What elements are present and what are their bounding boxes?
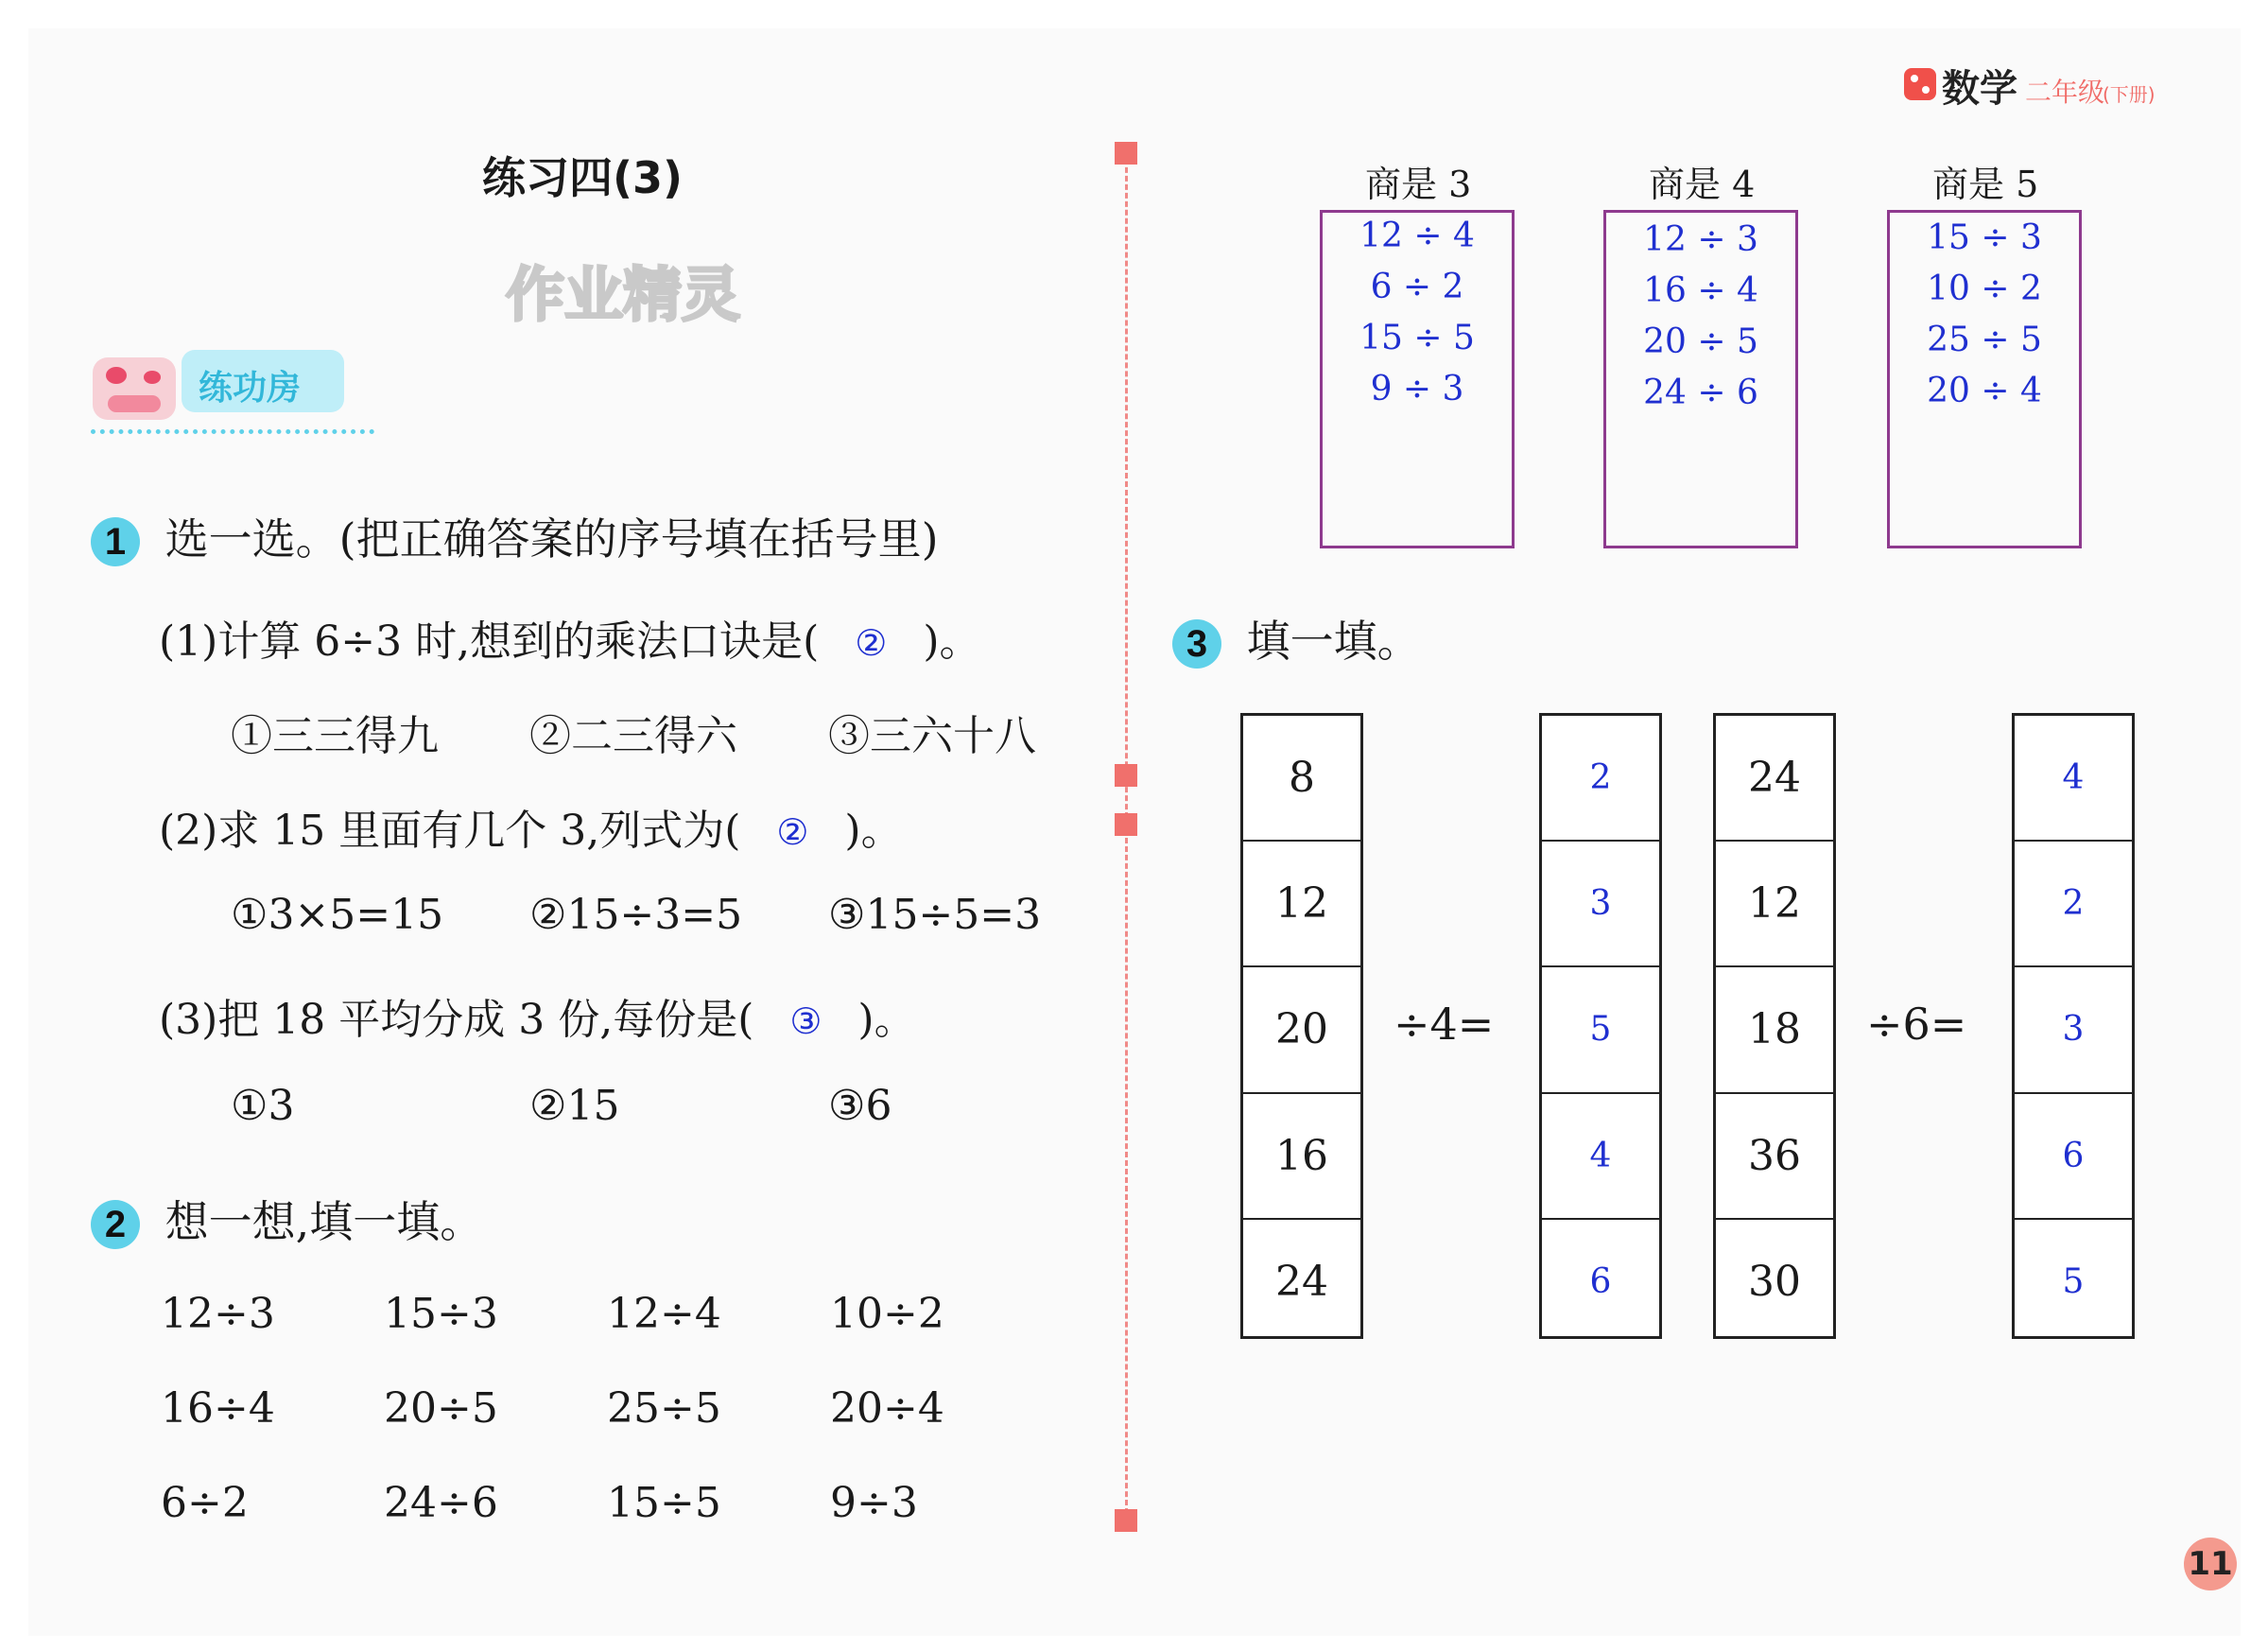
answer-cell[interactable]: 6 [1589,1261,1612,1301]
q1-option: ②15÷3=5 [529,891,743,939]
dividend-cell: 12 [1243,842,1360,967]
quotient-box-item: 15 ÷ 5 [1359,319,1475,357]
q2-heading [91,1188,483,1250]
q2-expression: 15÷3 [384,1290,498,1338]
watermark: 作业精灵 [506,260,741,329]
dividend-column-left [1240,713,1363,1339]
quotient-box-item: 25 ÷ 5 [1927,321,2042,359]
q2-expression: 12÷3 [161,1290,275,1338]
q2-expression: 9÷3 [830,1479,918,1527]
divider-marker [1115,142,1137,165]
group-label: 商是 3 [1365,164,1472,205]
page-title: 练习四(3) [482,152,684,203]
quotient-box-item: 6 ÷ 2 [1370,268,1464,306]
dividend-column-right [1713,713,1836,1339]
q1-item-stem: (2)求 15 里面有几个 3,列式为( [159,807,741,855]
q2-expression: 25÷5 [607,1384,721,1433]
q1-option: ①三三得九 [231,712,439,760]
quotient-box-item: 20 ÷ 5 [1643,322,1758,361]
answer-column-right [2012,713,2135,1339]
answer-cell[interactable]: 4 [2015,716,2132,842]
q1-option: ③15÷5=3 [828,891,1042,939]
q1-option: ③三六十八 [828,712,1036,760]
quotient-box-item: 15 ÷ 3 [1927,218,2042,257]
answer-column-left [1539,713,1662,1339]
section-badge [182,350,344,412]
q1-item-2 [159,796,903,857]
q1-item-3 [159,985,916,1046]
q2-expression: 10÷2 [830,1290,944,1338]
quotient-box-item: 24 ÷ 6 [1643,374,1758,412]
answer-cell[interactable]: 6 [2015,1094,2132,1220]
answer-cell[interactable]: 3 [2015,967,2132,1093]
dividend-cell: 36 [1716,1094,1833,1220]
quotient-box-item: 20 ÷ 4 [1927,372,2042,410]
divider-marker [1115,813,1137,836]
q1-item-stem: (1)计算 6÷3 时,想到的乘法口诀是( [159,617,820,666]
quotient-box[interactable] [1603,210,1798,548]
q1-item-stem: (3)把 18 平均分成 3 份,每份是( [159,996,754,1044]
dividend-cell: 24 [1275,1257,1328,1306]
answer-cell[interactable]: 5 [2062,1261,2085,1301]
q1-item-stem-end: )。 [844,807,903,855]
quotient-box-item: 12 ÷ 3 [1643,220,1758,259]
q1-answer[interactable]: ③ [789,1000,822,1042]
answer-cell[interactable]: 5 [1542,967,1659,1093]
answer-cell[interactable]: 2 [2015,842,2132,967]
divider-marker [1115,1509,1137,1532]
q3-instruction: 填一填。 [1246,616,1421,667]
quotient-box-item: 12 ÷ 4 [1359,217,1475,255]
quotient-box-item: 16 ÷ 4 [1643,271,1758,310]
answer-cell[interactable]: 3 [1542,842,1659,967]
cow-mascot-icon [93,357,176,420]
brand-logo-icon [1904,68,1936,100]
group-label: 商是 4 [1649,164,1756,205]
q2-expression: 20÷5 [384,1384,498,1433]
q2-expression: 16÷4 [161,1384,275,1433]
q1-item-stem-end: )。 [923,617,981,666]
q1-option: ②15 [529,1082,620,1130]
q3-number-badge: 3 [1172,619,1221,669]
q2-expression: 6÷2 [161,1479,249,1527]
header-grade: 二年级 [2025,77,2105,108]
dividend-cell: 16 [1243,1094,1360,1220]
q1-answer[interactable]: ② [776,811,809,853]
dividend-cell: 30 [1748,1257,1801,1306]
q2-number-badge: 2 [91,1200,140,1249]
operator-divide-6: ÷6= [1866,999,1967,1050]
q1-option: ①3 [231,1082,295,1130]
q1-answer[interactable]: ② [855,622,888,664]
page-number: 11 [2188,1545,2233,1583]
dividend-cell: 8 [1243,716,1360,842]
q1-option: ②二三得六 [529,712,737,760]
q2-expression: 15÷5 [607,1479,721,1527]
dividend-cell: 24 [1716,716,1833,842]
q2-expression: 24÷6 [384,1479,498,1527]
q1-item-stem-end: )。 [857,996,916,1044]
divider-marker [1115,764,1137,787]
q1-item-1 [159,607,980,668]
answer-cell[interactable]: 2 [1542,716,1659,842]
q1-heading [91,505,939,567]
dividend-cell: 12 [1716,842,1833,967]
q1-number-badge: 1 [91,517,140,566]
q1-instruction: 选一选。(把正确答案的序号填在括号里) [164,513,939,565]
section-badge-label: 练功房 [199,369,302,408]
q2-expression: 12÷4 [607,1290,721,1338]
header-subject: 数学 [1942,67,2017,111]
dividend-cell: 18 [1716,967,1833,1093]
operator-divide-4: ÷4= [1394,999,1495,1050]
badge-dotted-line [91,429,374,434]
dividend-cell: 20 [1243,967,1360,1093]
answer-cell[interactable]: 4 [1542,1094,1659,1220]
quotient-box-item: 9 ÷ 3 [1370,370,1464,408]
header-volume: (下册) [2103,83,2155,106]
q2-instruction: 想一想,填一填。 [164,1196,484,1247]
quotient-box[interactable] [1887,210,2082,548]
quotient-box[interactable] [1320,210,1515,548]
q3-heading [1172,607,1421,669]
group-label: 商是 5 [1932,164,2039,205]
quotient-box-item: 10 ÷ 2 [1927,269,2042,308]
q1-option: ①3×5=15 [231,891,444,939]
q1-option: ③6 [828,1082,892,1130]
q2-expression: 20÷4 [830,1384,944,1433]
page-number-badge [2184,1538,2237,1590]
